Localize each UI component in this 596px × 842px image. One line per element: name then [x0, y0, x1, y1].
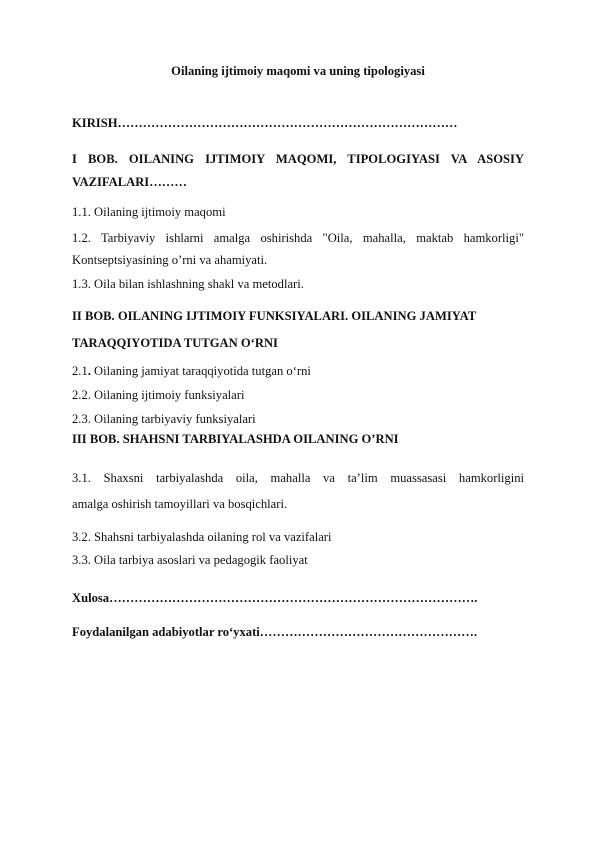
toc-section-2-2: 2.2. Oilaning ijtimoiy funksiyalari	[72, 388, 245, 402]
toc-section-3-2: 3.2. Shahsni tarbiyalashda oilaning rol va vazifalari	[72, 530, 332, 544]
toc-chapter-1-line-1: I BOB. OILANING IJTIMOIY MAQOMI, TIPOLOGIYASI VA ASOSIY	[72, 152, 524, 166]
toc-references: Foydalanilgan adabiyotlar ro‘yxati…………………………………………….	[72, 625, 478, 639]
document-title: Oilaning ijtimoiy maqomi va uning tipologiyasi	[171, 64, 425, 78]
toc-section-2-3: 2.3. Oilaning tarbiyaviy funksiyalari	[72, 412, 256, 426]
toc-chapter-2-line-1: II BOB. OILANING IJTIMOIY FUNKSIYALARI. OILANING JAMIYAT	[72, 309, 477, 323]
toc-chapter-2	[72, 303, 524, 357]
toc-section-3-1-line-1: 3.1. Shaxsni tarbiyalashda oila, mahalla va ta’lim muassasasi hamkorligini	[72, 471, 524, 485]
toc-chapter-3: III BOB. SHAHSNI TARBIYALASHDA OILANING O’RNI	[72, 432, 399, 446]
toc-section-2-1-dot: .	[87, 364, 91, 378]
toc-section-2-1	[72, 364, 524, 379]
toc-chapter-1-line-2: VAZIFALARI………	[72, 175, 187, 189]
toc-conclusion: Xulosa…………………………………………………………………………….	[72, 591, 478, 605]
toc-chapter-2-line-2: TARAQQIYOTIDA TUTGAN O‘RNI	[72, 336, 278, 350]
toc-section-1-1: 1.1. Oilaning ijtimoiy maqomi	[72, 205, 226, 219]
toc-section-3-3: 3.3. Oila tarbiya asoslari va pedagogik faoliyat	[72, 553, 308, 567]
toc-chapter-1	[72, 148, 524, 194]
toc-intro: KIRISH………………………………………………………………………	[72, 116, 458, 130]
toc-section-1-3: 1.3. Oila bilan ishlashning shakl va metodlari.	[72, 277, 304, 291]
toc-section-1-2-line-1: 1.2. Tarbiyaviy ishlarni amalga oshirishda "Oila, mahalla, maktab hamkorligi"	[72, 231, 524, 245]
toc-section-1-2-line-2: Kontseptsiyasining o’rni va ahamiyati.	[72, 253, 268, 267]
toc-section-3-1	[72, 465, 524, 517]
toc-section-3-1-line-2: amalga oshirish tamoyillari va bosqichlari.	[72, 497, 288, 511]
toc-section-2-1-number: 2.1	[72, 364, 88, 378]
toc-section-1-2	[72, 227, 524, 271]
toc-section-2-1-text: Oilaning jamiyat taraqqiyotida tutgan o‘rni	[90, 364, 311, 378]
